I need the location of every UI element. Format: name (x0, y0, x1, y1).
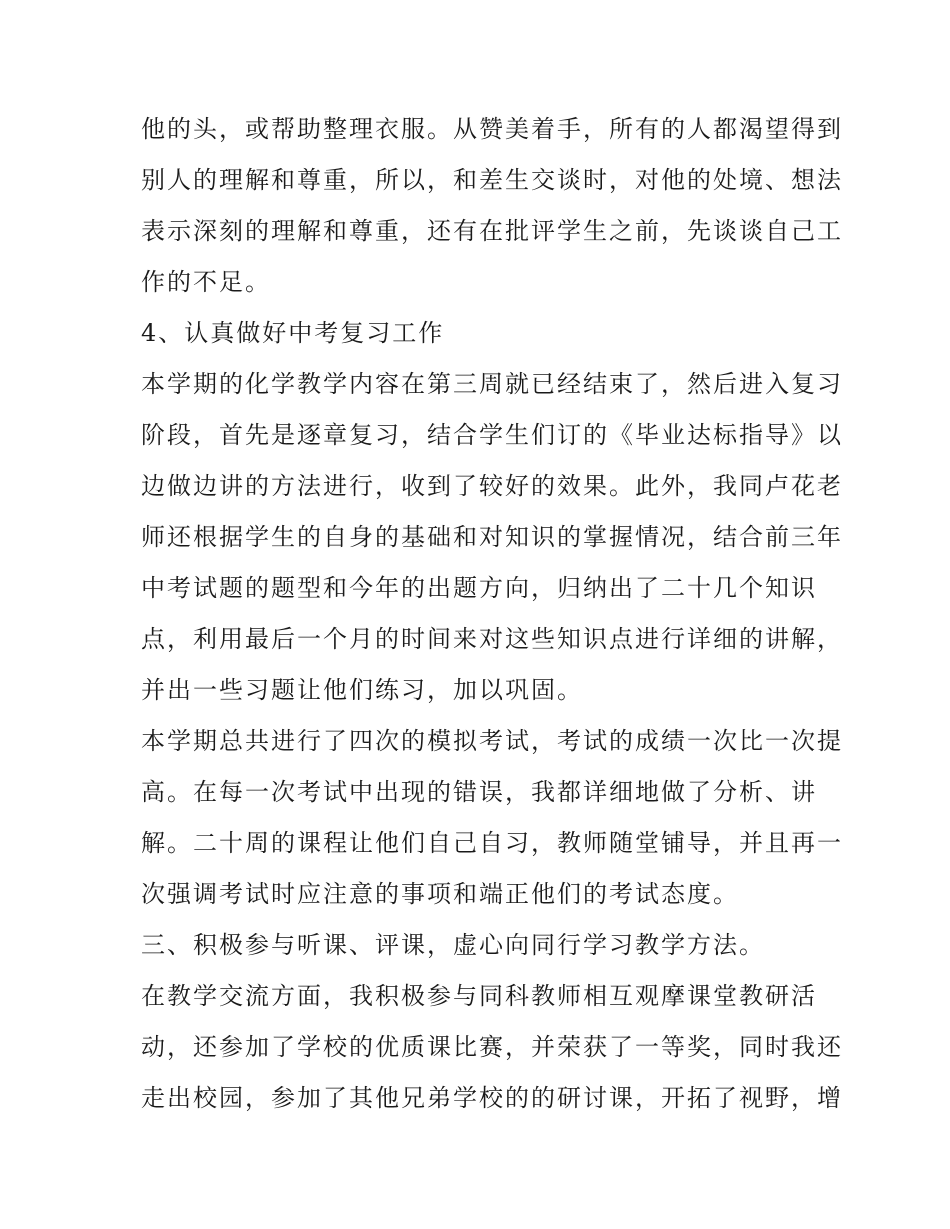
text-line: 作的不足。 (141, 268, 271, 296)
text-line: 边做边讲的方法进行，收到了较好的效果。此外，我同卢花老 (141, 472, 843, 500)
text-line: 动，还参加了学校的优质课比赛，并荣获了一等奖，同时我还 (141, 1033, 843, 1061)
document-body (141, 104, 843, 1124)
text-line: 阶段，首先是逐章复习，结合学生们订的《毕业达标指导》以 (141, 421, 843, 449)
text-line: 中考试题的题型和今年的出题方向，归纳出了二十几个知识 (141, 574, 817, 602)
text-line: 点，利用最后一个月的时间来对这些知识点进行详细的讲解， (141, 625, 843, 653)
text-line: 走出校园，参加了其他兄弟学校的的研讨课，开拓了视野，增 (141, 1084, 843, 1112)
text-line: 本学期总共进行了四次的模拟考试，考试的成绩一次比一次提 (141, 727, 843, 755)
section-heading: 三、积极参与听课、评课，虚心向同行学习教学方法。 (141, 931, 765, 959)
text-line: 高。在每一次考试中出现的错误，我都详细地做了分析、讲 (141, 778, 817, 806)
text-line: 解。二十周的课程让他们自己自习，教师随堂铺导，并且再一 (141, 829, 843, 857)
text-line: 次强调考试时应注意的事项和端正他们的考试态度。 (141, 880, 739, 908)
text-line: 本学期的化学教学内容在第三周就已经结束了，然后进入复习 (141, 370, 843, 398)
section-heading: 4、认真做好中考复习工作 (141, 319, 445, 347)
text-line: 并出一些习题让他们练习，加以巩固。 (141, 676, 583, 704)
text-line: 在教学交流方面，我积极参与同科教师相互观摩课堂教研活 (141, 982, 817, 1010)
text-line: 师还根据学生的自身的基础和对知识的掌握情况，结合前三年 (141, 523, 843, 551)
text-line: 他的头，或帮助整理衣服。从赞美着手，所有的人都渴望得到 (141, 115, 843, 143)
text-line: 表示深刻的理解和尊重，还有在批评学生之前，先谈谈自己工 (141, 217, 843, 245)
text-line: 别人的理解和尊重，所以，和差生交谈时，对他的处境、想法 (141, 166, 843, 194)
